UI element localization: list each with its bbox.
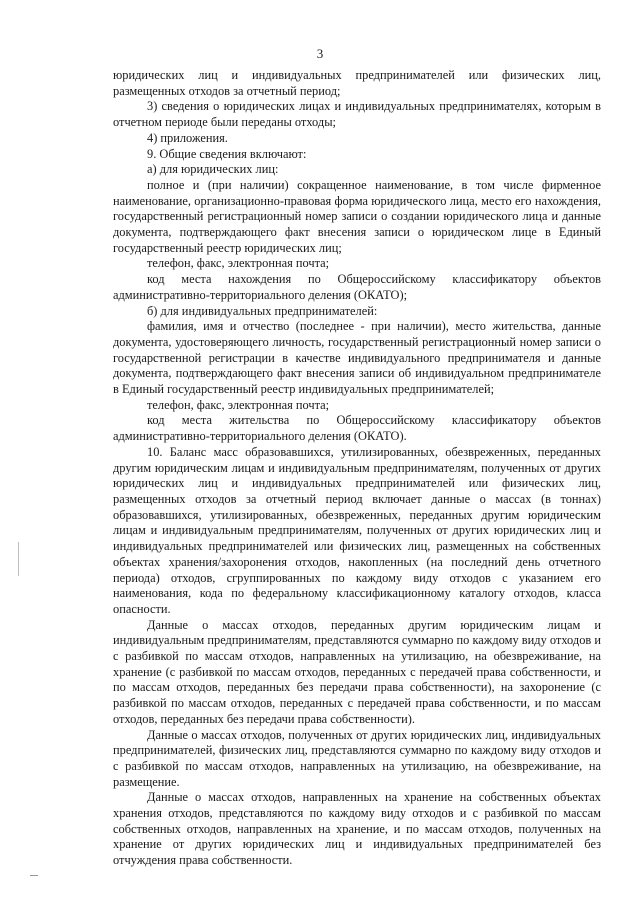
page-number: 3 — [316, 46, 324, 61]
bottom-mark — [30, 875, 38, 876]
paragraph: б) для индивидуальных предпринимателей: — [147, 303, 378, 318]
paragraph: 10. Баланс масс образовавшихся, утилизированных, обезвреженных, переданных другим юридическим лицам и индивидуальным предпринимателям, полученных от других юридических лиц и индивидуальных предпринимателей или физических лиц, размещенных отходов за отчетный период включает данные о массах (в тоннах) образовавшихся, утилизированных, обезвреженных, переданных другим юридическим лицам и индивидуальным предпринимателям, полученных от других юридических лиц и индивидуальных предпринимателей или физических лиц, размещенных на собственных объектах хранения/захоронения отходов, накопленных (на последний день отчетного периода) отходов, сгруппированных по каждому виду отходов с указанием его наименования, кода по федеральному классификационному каталогу отходов, класса опасности. — [113, 444, 601, 616]
paragraph: код места жительства по Общероссийскому классификатору объектов административно-территориального деления (ОКАТО). — [113, 413, 601, 444]
paragraph: полное и (при наличии) сокращенное наименование, в том числе фирменное наименование, организационно-правовая форма юридического лица, место его нахождения, государственный регистрационный номер записи о создании юридического лица и данные документа, подтверждающего факт внесения записи о юридическом лице в Единый государственный реестр юридических лиц; — [113, 177, 601, 255]
paragraph: телефон, факс, электронная почта; — [147, 397, 330, 412]
paragraph: фамилия, имя и отчество (последнее - при наличии), место жительства, данные документа, удостоверяющего личность, государственный регистрационный номер записи о государственной регистрации в качестве индивидуального предпринимателя и данные документа, подтверждающего факт внесения записи об индивидуальном предпринимателе в Единый государственный реестр индивидуальных предпринимателей; — [113, 319, 601, 397]
paragraph: Данные о массах отходов, переданных другим юридическим лицам и индивидуальным предпринимателям, представляются суммарно по каждому виду отходов и с разбивкой по массам отходов, направленных на утилизацию, на обезвреживание, на хранение (с разбивкой по массам отходов, переданных с передачей права собственности, и по массам отходов, переданных без передачи права собственности), на захоронение (с разбивкой по массам отходов, переданных с передачей права собственности, и по массам отходов, переданных без передачи права собственности). — [113, 617, 601, 726]
margin-mark — [18, 542, 19, 576]
paragraph: юридических лиц и индивидуальных предпринимателей или физических лиц, размещенных отходов за отчетный период; — [113, 68, 601, 98]
paragraph: 4) приложения. — [147, 130, 228, 145]
document-body — [113, 68, 601, 869]
paragraph: телефон, факс, электронная почта; — [147, 256, 330, 271]
paragraph: 3) сведения о юридических лицах и индивидуальных предпринимателях, которым в отчетном периоде были переданы отходы; — [113, 99, 601, 130]
paragraph: Данные о массах отходов, направленных на хранение на собственных объектах хранения отходов, представляются по каждому виду отходов и с разбивкой по массам собственных отходов, направленных на хранение, и по массам отходов, полученных на хранение от других юридических лиц и индивидуальных предпринимателей без отчуждения права собственности. — [113, 790, 601, 868]
paragraph: код места нахождения по Общероссийскому классификатору объектов административно-территориального деления (ОКАТО); — [113, 272, 601, 302]
paragraph: Данные о массах отходов, полученных от других юридических лиц, индивидуальных предпринимателей, физических лиц, представляются суммарно по каждому виду отходов и с разбивкой по массам отходов, направленных на утилизацию, на обезвреживание, на размещение. — [113, 727, 601, 789]
paragraph: а) для юридических лиц: — [147, 162, 279, 177]
paragraph: 9. Общие сведения включают: — [147, 146, 307, 161]
